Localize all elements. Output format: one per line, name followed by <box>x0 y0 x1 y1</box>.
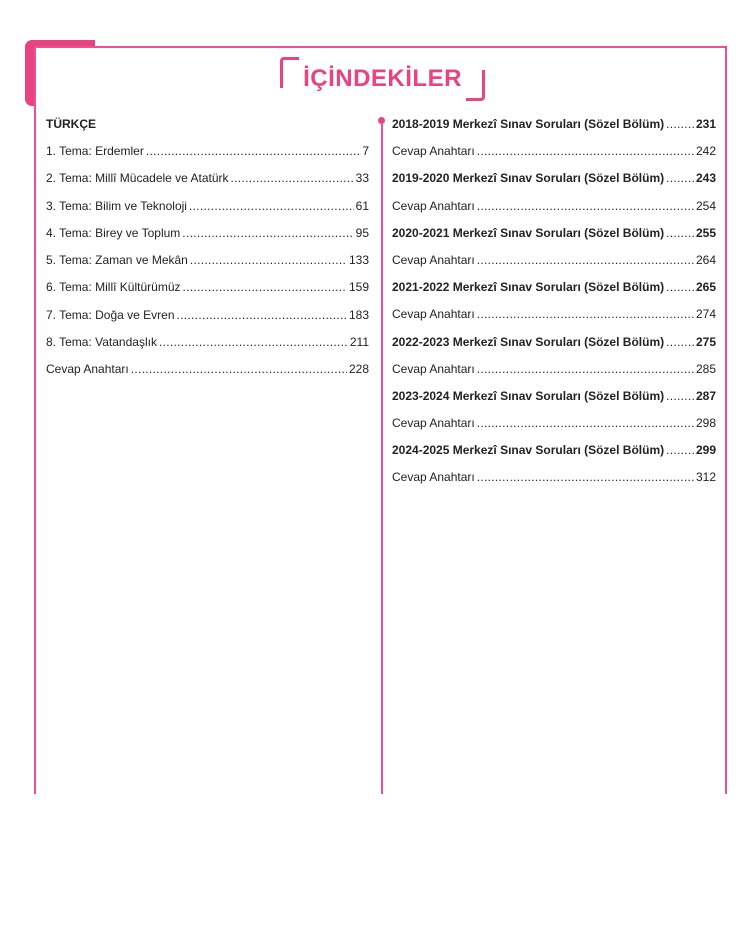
toc-entry-page-number: 275 <box>695 334 716 349</box>
toc-entry[interactable] <box>46 278 369 296</box>
toc-entry-page-number: 274 <box>695 307 716 322</box>
toc-entry-page-number: 285 <box>695 361 716 376</box>
toc-entry-label: Cevap Anahtarı <box>392 198 475 213</box>
toc-entry[interactable] <box>46 142 369 160</box>
toc-entry-page-number: 298 <box>695 416 716 431</box>
dot-leader <box>159 333 348 351</box>
toc-entry[interactable] <box>46 360 369 378</box>
toc-entry-label: Cevap Anahtarı <box>392 252 475 267</box>
toc-entry[interactable] <box>46 197 369 215</box>
toc-entry-page-number: 159 <box>348 280 369 295</box>
toc-entry[interactable] <box>46 306 369 324</box>
toc-entry[interactable] <box>392 441 716 459</box>
toc-entry-page-number: 243 <box>695 171 716 186</box>
toc-entry-page-number: 264 <box>695 252 716 267</box>
toc-entry-label: 2024-2025 Merkezî Sınav Soruları (Sözel Bölüm) <box>392 443 665 458</box>
toc-entry-page-number: 211 <box>349 335 369 350</box>
toc-entry-label: 8. Tema: Vatandaşlık <box>46 335 157 350</box>
toc-entry-page-number: 183 <box>348 307 369 322</box>
toc-entry[interactable] <box>392 414 716 432</box>
toc-entry[interactable] <box>46 224 369 242</box>
toc-entry-label: Cevap Anahtarı <box>392 470 475 485</box>
toc-entry-label: 2018-2019 Merkezî Sınav Soruları (Sözel Bölüm) <box>392 117 665 131</box>
toc-entry-label: Cevap Anahtarı <box>392 307 475 322</box>
toc-entry[interactable] <box>46 251 369 269</box>
toc-entry-label: 3. Tema: Bilim ve Teknoloji <box>46 198 187 213</box>
toc-entry-page-number: 254 <box>695 198 716 213</box>
toc-entry-page-number: 299 <box>695 443 716 458</box>
toc-entry-label: Cevap Anahtarı <box>46 362 129 377</box>
toc-entry[interactable] <box>392 169 716 187</box>
dot-leader <box>182 224 353 242</box>
toc-entry[interactable] <box>392 468 716 486</box>
toc-entry-page-number: 255 <box>695 225 716 240</box>
dot-leader <box>666 115 694 133</box>
dot-leader <box>666 333 694 351</box>
toc-entry[interactable] <box>392 224 716 242</box>
toc-entry-label: 2022-2023 Merkezî Sınav Soruları (Sözel Bölüm) <box>392 334 665 349</box>
toc-entry-label: Cevap Anahtarı <box>392 361 475 376</box>
dot-leader <box>177 306 347 324</box>
toc-entry[interactable] <box>392 115 716 133</box>
dot-leader <box>131 360 347 378</box>
toc-entry-label: 7. Tema: Doğa ve Evren <box>46 307 175 322</box>
toc-entry-page-number: 231 <box>695 117 716 131</box>
dot-leader <box>666 224 694 242</box>
toc-entry[interactable] <box>392 142 716 160</box>
dot-leader <box>477 251 694 269</box>
toc-entry-label: 5. Tema: Zaman ve Mekân <box>46 253 188 268</box>
toc-entry-page-number: 242 <box>695 144 716 159</box>
toc-entry[interactable] <box>46 333 369 351</box>
dot-leader <box>666 169 694 187</box>
toc-entry-page-number: 61 <box>355 198 369 213</box>
toc-entry-label: Cevap Anahtarı <box>392 144 475 159</box>
dot-leader <box>477 414 694 432</box>
toc-entry-page-number: 265 <box>695 280 716 295</box>
dot-leader <box>183 278 347 296</box>
dot-leader <box>666 387 694 405</box>
toc-entry[interactable] <box>392 305 716 323</box>
title-block <box>280 57 485 101</box>
toc-entry-label: 2023-2024 Merkezî Sınav Soruları (Sözel Bölüm) <box>392 388 665 403</box>
toc-entry-page-number: 228 <box>348 362 369 377</box>
dot-leader <box>477 360 694 378</box>
toc-entry-page-number: 312 <box>695 470 716 485</box>
dot-leader <box>477 468 694 486</box>
toc-entry-page-number: 33 <box>355 171 369 186</box>
toc-right-list <box>392 115 716 486</box>
toc-entry-page-number: 95 <box>355 225 369 240</box>
dot-leader <box>231 169 354 187</box>
dot-leader <box>477 197 694 215</box>
toc-right-column <box>392 115 716 496</box>
toc-left-column <box>46 115 369 388</box>
toc-entry[interactable] <box>392 333 716 351</box>
toc-entry-label: 2019-2020 Merkezî Sınav Soruları (Sözel Bölüm) <box>392 171 665 186</box>
dot-leader <box>477 305 694 323</box>
toc-entry-page-number: 7 <box>362 144 369 158</box>
toc-entry-page-number: 133 <box>348 253 369 268</box>
toc-left-list <box>46 142 369 378</box>
toc-entry-page-number: 287 <box>695 388 716 403</box>
toc-entry-label: 4. Tema: Birey ve Toplum <box>46 225 181 240</box>
dot-leader <box>666 441 694 459</box>
toc-entry[interactable] <box>46 169 369 187</box>
toc-entry[interactable] <box>392 387 716 405</box>
dot-leader <box>666 278 694 296</box>
page-title: İÇİNDEKİLER <box>303 65 462 92</box>
toc-entry-label: 6. Tema: Millî Kültürümüz <box>46 280 181 295</box>
toc-entry[interactable] <box>392 360 716 378</box>
section-heading: TÜRKÇE <box>46 117 96 131</box>
toc-entry-label: 2021-2022 Merkezî Sınav Soruları (Sözel Bölüm) <box>392 280 665 295</box>
toc-entry[interactable] <box>392 278 716 296</box>
toc-entry-label: 2. Tema: Millî Mücadele ve Atatürk <box>46 171 229 186</box>
toc-entry-label: 2020-2021 Merkezî Sınav Soruları (Sözel Bölüm) <box>392 225 665 240</box>
column-divider <box>381 122 383 794</box>
toc-entry[interactable] <box>392 251 716 269</box>
dot-leader <box>146 142 360 160</box>
dot-leader <box>477 142 694 160</box>
dot-leader <box>189 197 354 215</box>
toc-entry-label: Cevap Anahtarı <box>392 416 475 431</box>
dot-leader <box>190 251 347 269</box>
toc-entry[interactable] <box>392 197 716 215</box>
toc-entry-label: 1. Tema: Erdemler <box>46 144 144 158</box>
